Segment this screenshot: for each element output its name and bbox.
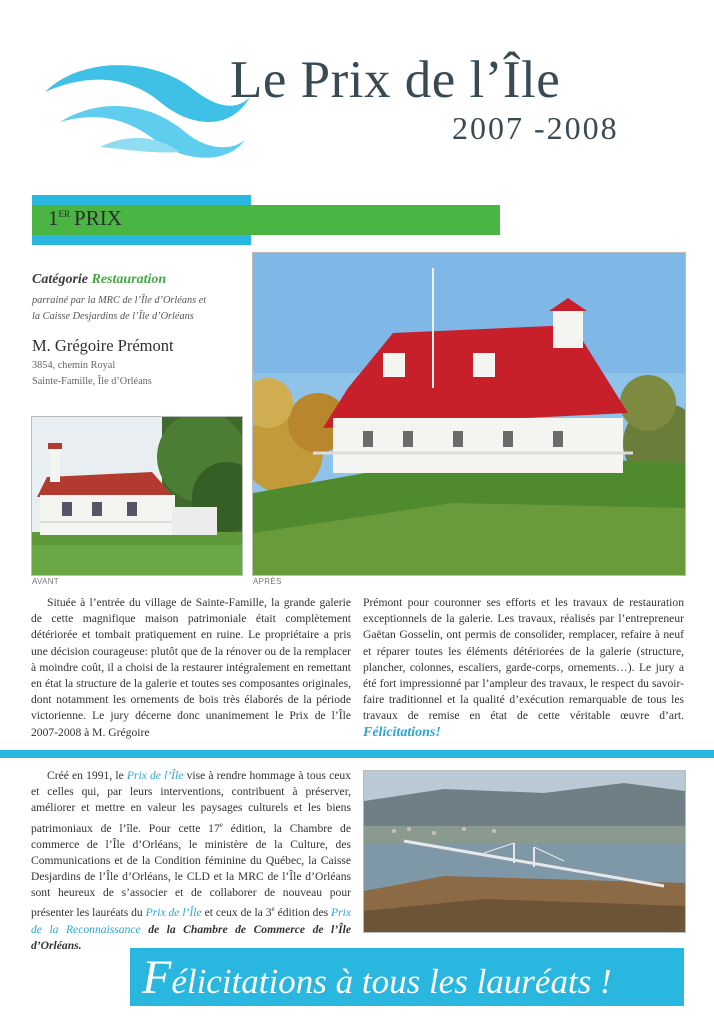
prize-rank-suffix: ER: [58, 209, 71, 219]
about-text-f: de la Chambre de Commerce de l’Île d’Orléans.: [31, 922, 351, 952]
prize-rank-number: 1: [48, 206, 59, 230]
sponsor-line-1: parrainé par la MRC de l’Île d’Orléans et: [32, 295, 207, 306]
article-text-2: Prémont pour couronner ses efforts et les travaux de restauration exceptionnels de la galerie. Les travaux, réalisés par l’entrepreneur Gaëtan Gosselin, ont permis de consolider, remplacer, refaire à neuf et réparer toutes les éléments détériorées de la galerie (structure, plancher, colonnes, escaliers, garde-corps, ornements…). Le jury a été fort impressionné par l’ampleur des travaux, le respect du savoir-faire traditionnel et la qualité d’exécution remarquable de tous les travaux de remise en état de cette véritable œuvre d’art.: [363, 596, 684, 723]
about-column: [31, 768, 351, 954]
prize-rank-label: PRIX: [74, 206, 122, 230]
about-text-d: et ceux de la 3: [204, 906, 272, 920]
after-photo: [252, 252, 686, 576]
prize-rank: [48, 206, 122, 231]
address-line-1: 3854, chemin Royal: [32, 360, 116, 371]
article-paragraph-2: [363, 595, 684, 741]
section-divider: [0, 750, 714, 758]
page-title: Le Prix de l’Île: [230, 51, 561, 109]
article-text-1: Située à l’entrée du village de Sainte-Famille, la grande galerie de cette magnifique maison patrimoniale était complètement détériorée et tombait pratiquement en ruine. Le propriétaire a pris une décision courageuse: plutôt que de la rénover ou de la remplacer à moindre coût, il a choisi de la restaurer intégralement en remettant en état la structure de la galerie et toutes ses composantes originales, dont notamment les ornements de bois très élaborés de la période victorienne. Le jury décerne donc unanimement le Prix de l’Île 2007-2008 à M. Grégoire: [31, 596, 351, 739]
prix-ile-link: Prix de l’Île: [126, 769, 184, 782]
wave-logo-icon: [40, 52, 250, 160]
about-text-c: édition, la Chambre de commerce de l’Île d’Orléans, le ministère de la Culture, des Communications et de la Condition féminine du Québec, la Caisse Desjardins de l’Île d’Orléans, le CLD et la MRC de l’Île d’Orléans sont heureux de s’associer et de collaborer de nouveau pour présenter les lauréats du: [31, 821, 351, 920]
caption-after: APRÈS: [253, 577, 282, 586]
about-text-b: vise à rendre hommage à tous ceux et celles qui, par leurs interventions, contribuent à préserver, améliorer et mettre en valeur les paysages culturels et les biens patrimoniaux de l’île. Pour cette 17: [31, 769, 351, 835]
about-text-e: édition des: [277, 906, 329, 920]
before-photo: [31, 416, 243, 576]
article-column-2: [363, 595, 684, 741]
edition-years: 2007 -2008: [452, 110, 619, 146]
laureate-name: M. Grégoire Prémont: [32, 336, 174, 355]
about-sup-1: e: [219, 820, 223, 829]
sponsor-line-2: la Caisse Desjardins de l’Île d’Orléans: [32, 311, 194, 322]
about-sup-2: e: [271, 905, 275, 914]
category-value: Restauration: [91, 272, 167, 287]
prix-reconnaissance-link: Prix de la Reconnaissance: [31, 906, 351, 936]
about-paragraph: [31, 768, 351, 954]
about-text-a: Créé en 1991, le: [47, 769, 124, 782]
prix-ile-link-2: Prix de l’Île: [145, 906, 202, 920]
category-heading: [32, 272, 166, 288]
banner-body: élicitations à tous les lauréats !: [171, 962, 612, 1001]
address-line-2: Sainte-Famille, Île d’Orléans: [32, 376, 152, 387]
article-paragraph-1: [31, 595, 351, 741]
banner-initial: F: [142, 951, 172, 1004]
congratulations-text: [142, 950, 612, 1005]
article-column-1: [31, 595, 351, 741]
caption-before: AVANT: [32, 577, 59, 586]
bridge-photo: [363, 770, 686, 933]
felicitations-inline: Félicitations!: [363, 724, 441, 740]
category-label: Catégorie: [32, 272, 88, 287]
